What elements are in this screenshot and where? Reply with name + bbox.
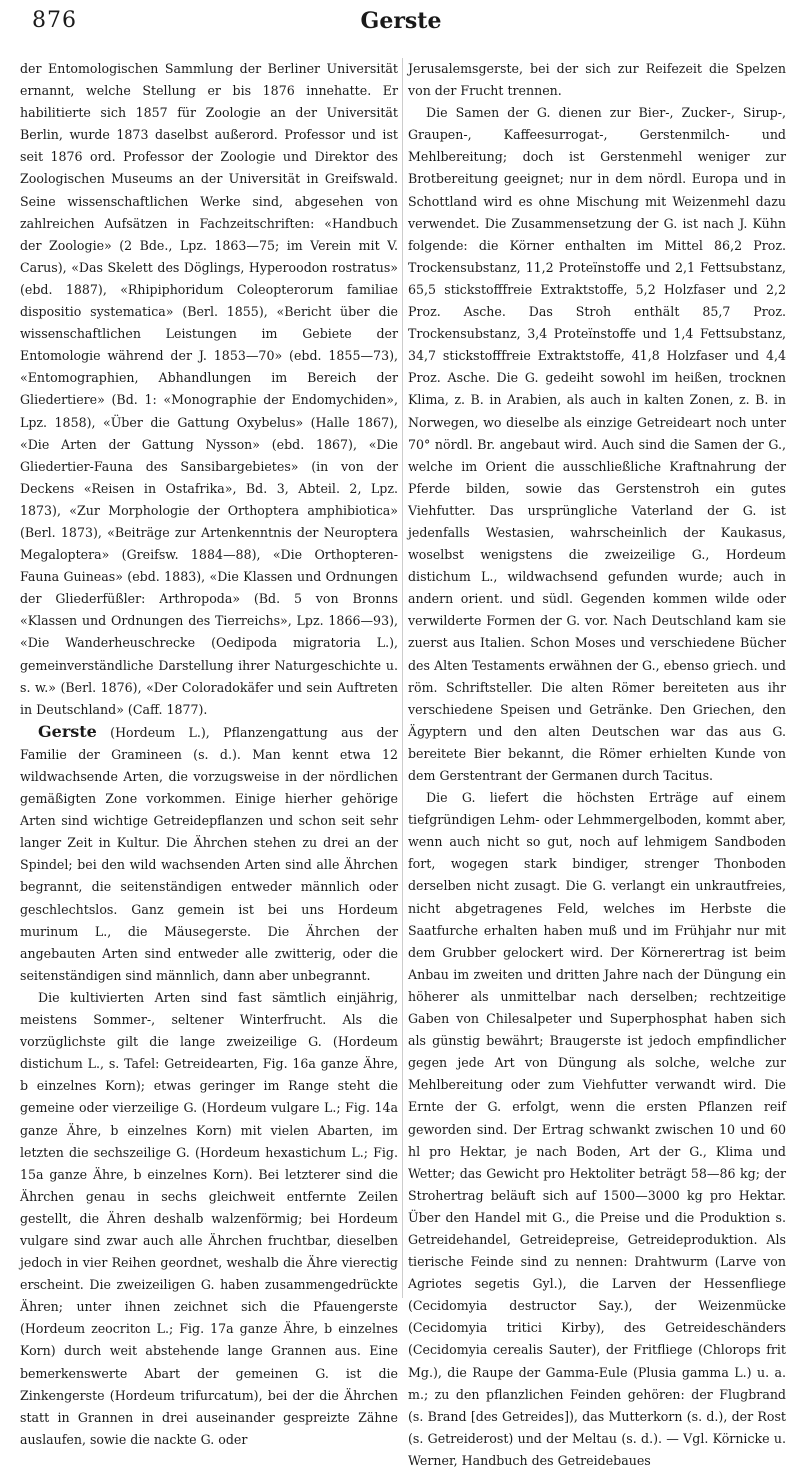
paragraph: Die Samen der G. dienen zur Bier-, Zucker-, Sirup-, Graupen-, Kaffeesurrogat-, Gerstenmilch- und Mehlbereitung; doch ist Gerstenmehl weniger zur Brotbereitung geeignet; nur in dem nördl. Europa und in Schottland wird es ohne Mischung mit Weizenmehl dazu verwendet. Die Zusammensetzung der G. ist nach J. Kühn folgende: die Körner enthalten im Mittel 86,2 Proz. Trockensubstanz, 11,2 Proteïnstoffe und 2,1 Fettsubstanz, 65,5 stickstofffreie Extraktstoffe, 5,2 Holzfaser und 2,2 Proz. Asche. Das Stroh enthält 85,7 Proz. Trockensubstanz, 3,4 Proteïnstoffe und 1,4 Fettsubstanz, 34,7 stickstofffreie Extraktstoffe, 41,8 Holzfaser und 4,4 Proz. Asche. Die G. gedeiht sowohl im heißen, trocknen Klima, z. B. in Arabien, als auch in kalten Zonen, z. B. in Norwegen, wo dieselbe als einzige Getreideart noch unter 70° nördl. Br. angebaut wird. Auch sind die Samen der G., welche im Orient die ausschließliche Kraftnahrung der Pferde bilden, sowie das Gerstenstroh ein gutes Viehfutter. Das ursprüngliche Vaterland der G. ist jedenfalls Westasien, wahrscheinlich der Kaukasus, woselbst wenigstens die zweizeilige G., Hordeum distichum L., wildwachsend gefunden wurde; auch in andern orient. und südl. Gegenden kommen wilde oder verwilderte Formen der G. vor. Nach Deutschland kam sie zuerst aus Italien. Schon Moses und verschiedene Bücher des Alten Testaments erwähnen der G., ebenso griech. und röm. Schriftsteller. Die alten Römer bereiteten aus ihr verschiedene Speisen und Getränke. Den Griechen, den Ägyptern und den alten Deutschen war das aus G. bereitete Bier bekannt, die Römer erhielten Kunde von dem Gerstentrant der Germanen durch Tacitus. — [408, 105, 786, 783]
column-divider — [402, 58, 403, 1298]
entry-text: (Hordeum L.), Pflanzengattung aus der Familie der Gramineen (s. d.). Man kennt etwa 12 wildwachsende Arten, die vorzugsweise in der nördlichen gemäßigten Zone vorkommen. Einige hierher gehörige Arten sind wichtige Getreidepflanzen und schon seit sehr langer Zeit in Kultur. Die Ährchen stehen zu drei an der Spindel; bei den wild wachsenden Arten sind alle Ährchen begrannt, die seitenständigen entweder männlich oder geschlechtslos. Ganz gemein ist bei uns Hordeum murinum L., die Mäusegerste. Die Ährchen der angebauten Arten sind entweder alle zwitterig, oder die seitenständigen sind männlich, dann aber unbegrannt. — [20, 724, 398, 983]
left-column — [20, 58, 398, 1451]
running-head: Gerste — [360, 8, 442, 34]
page-header — [22, 2, 780, 42]
headword: Gerste — [38, 721, 97, 741]
paragraph: Die G. liefert die höchsten Erträge auf einem tiefgründigen Lehm- oder Lehmmergelboden, kommt aber, wenn auch nicht so gut, noch auf lehmigem Sandboden fort, wogegen stark bindiger, strenger Thonboden derselben nicht zusagt. Die G. verlangt ein unkrautfreies, nicht abgetragenes Feld, welches im Herbste die Saatfurche erhalten haben muß und im Frühjahr nur mit dem Grubber gelockert wird. Der Körnerertrag ist beim Anbau im zweiten und dritten Jahre nach der Düngung ein höherer als unmittelbar nach derselben; rechtzeitige Gaben von Chilesalpeter und Superphosphat haben sich als günstig bewährt; Braugerste ist jedoch empfindlicher gegen jede Art von Düngung als solche, welche zur Mehlbereitung oder zum Viehfutter verwandt wird. Die Ernte der G. erfolgt, wenn die ersten Pflanzen reif geworden sind. Der Ertrag schwankt zwischen 10 und 60 hl pro Hektar, je nach Boden, Art der G., Klima und Wetter; das Gewicht pro Hektoliter beträgt 58—86 kg; der Strohertrag beläuft sich auf 1500—3000 kg pro Hektar. Über den Handel mit G., die Preise und die Produktion s. Getreidehandel, Getreidepreise, Getreideproduktion. Als tierische Feinde sind zu nennen: Drahtwurm (Larve von Agriotes segetis Gyl.), die Larven der Hessenfliege (Cecidomyia destructor Say.), der Weizenmücke (Cecidomyia tritici Kirby), des Getreideschänders (Cecidomyia cerealis Sauter), der Fritfliege (Chlorops frit Mg.), die Raupe der Gamma-Eule (Plusia gamma L.) u. a. m.; zu den pflanzlichen Feinden gehören: der Flugbrand (s. Brand [des Getreides]), das Mutterkorn (s. d.), der Rost (s. Getreiderost) und der Meltau (s. d.). — Vgl. Körnicke u. Werner, Handbuch des Getreidebaues — [408, 790, 786, 1468]
paragraph: Jerusalemsgerste, bei der sich zur Reifezeit die Spelzen von der Frucht trennen. — [408, 61, 786, 99]
page-number: 876 — [32, 8, 77, 33]
entry-gerste — [20, 721, 398, 987]
paragraph: Die kultivierten Arten sind fast sämtlich einjährig, meistens Sommer-, seltener Winterfrucht. Als die vorzüglichste gilt die lange zweizeilige G. (Hordeum distichum L., s. Tafel: Getreidearten, Fig. 16a ganze Ähre, b einzelnes Korn); etwas geringer im Range steht die gemeine oder vierzeilige G. (Hordeum vulgare L.; Fig. 14a ganze Ähre, b einzelnes Korn) mit vielen Abarten, im letzten die sechszeilige G. (Hordeum hexastichum L.; Fig. 15a ganze Ähre, b einzelnes Korn). Bei letzterer sind die Ährchen genau in sechs gleichweit entfernte Zeilen gestellt, die Ähren deshalb walzenförmig; bei Hordeum vulgare sind zwar auch alle Ährchen fruchtbar, dieselben jedoch in vier Reihen geordnet, weshalb die Ähre vierectig erscheint. Die zweizeiligen G. haben zusammengedrückte Ähren; unter ihnen zeichnet sich die Pfauengerste (Hordeum zeocriton L.; Fig. 17a ganze Ähre, b einzelnes Korn) durch weit abstehende lange Grannen aus. Eine bemerkenswerte Abart der gemeinen G. ist die Zinkengerste (Hordeum trifurcatum), bei der die Ährchen statt in Grannen in drei auseinander gespreizte Zähne auslaufen, sowie die nackte G. oder — [20, 989, 398, 1447]
paragraph-continuation: der Entomologischen Sammlung der Berliner Universität ernannt, welche Stellung er bis 1876 innehatte. Er habilitierte sich 1857 für Zoologie an der Universität Berlin, wurde 1873 daselbst außerord. Professor und ist seit 1876 ord. Professor der Zoologie und Direktor des Zoologischen Museums an der Universität in Greifswald. Seine wissenschaftlichen Werke sind, abgesehen von zahlreichen Aufsätzen in Fachzeitschriften: «Handbuch der Zoologie» (2 Bde., Lpz. 1863—75; im Verein mit V. Carus), «Das Skelett des Döglings, Hyperoodon rostratus» (ebd. 1887), «Rhipiphoridum Coleopterorum familiae dispositio systematica» (Berl. 1855), «Bericht über die wissenschaftlichen Leistungen im Gebiete der Entomologie während der J. 1853—70» (ebd. 1855—73), «Entomographien, Abhandlungen im Bereich der Gliedertiere» (Bd. 1: «Monographie der Endomychiden», Lpz. 1858), «Über die Gattung Oxybelus» (Halle 1867), «Die Arten der Gattung Nysson» (ebd. 1867), «Die Gliedertier-Fauna des Sansibargebietes» (in von der Deckens «Reisen in Ostafrika», Bd. 3, Abteil. 2, Lpz. 1873), «Zur Morphologie der Orthoptera amphibiotica» (Berl. 1873), «Beiträge zur Artenkenntnis der Neuroptera Megaloptera» (Greifsw. 1884—88), «Die Orthopteren-Fauna Guineas» (ebd. 1883), «Die Klassen und Ordnungen der Gliederfüßler: Arthropoda» (Bd. 5 von Bronns «Klassen und Ordnungen des Tierreichs», Lpz. 1866—93), «Die Wanderheuschrecke (Oedipoda migratoria L.), gemeinverständliche Darstellung ihrer Naturgeschichte u. s. w.» (Berl. 1876), «Der Coloradokäfer und sein Auftreten in Deutschland» (Caff. 1877). — [20, 61, 398, 717]
right-column — [408, 58, 786, 1472]
